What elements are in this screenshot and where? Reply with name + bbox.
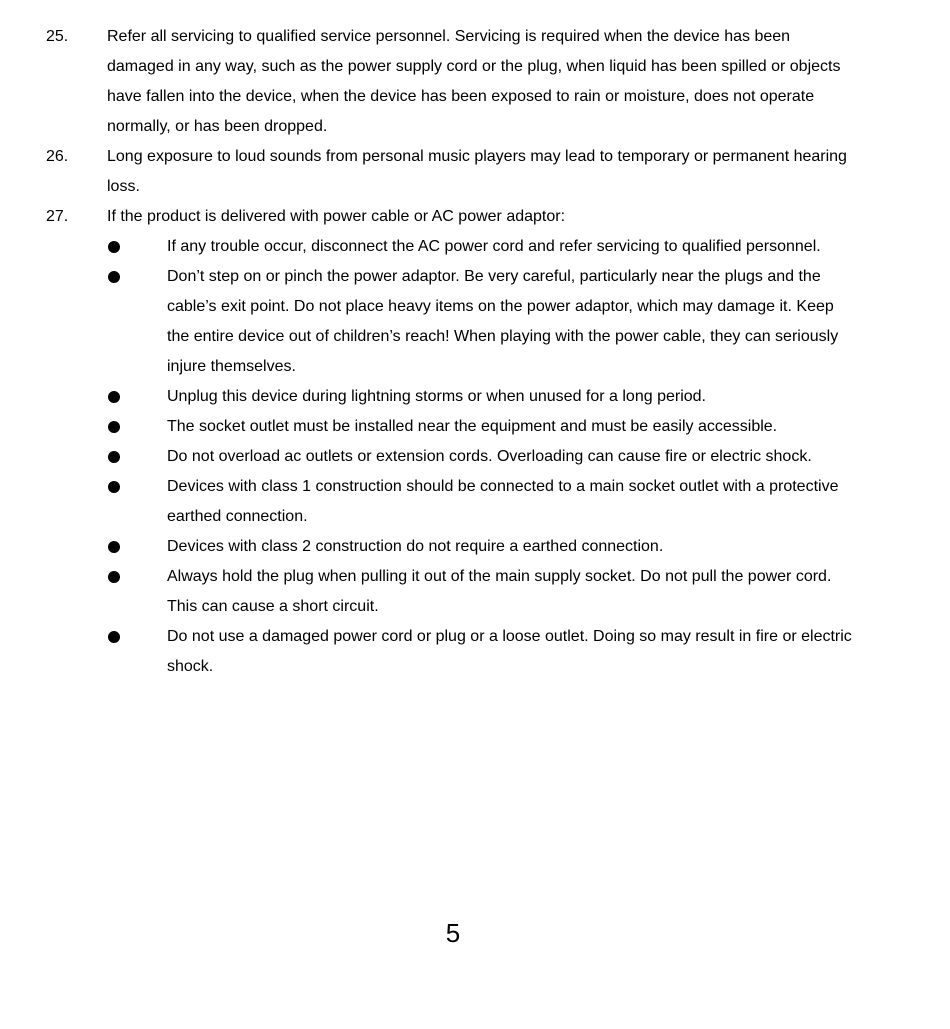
page-number: 5 bbox=[445, 918, 461, 948]
item-number: 26. bbox=[46, 148, 69, 165]
bullet-text: If any trouble occur, disconnect the AC power cord and refer servicing to qualified personnel. bbox=[167, 238, 821, 255]
numbered-item-25 bbox=[0, 22, 859, 142]
bullet-item bbox=[0, 412, 859, 442]
bullet-item bbox=[0, 562, 859, 622]
bullet-text: The socket outlet must be installed near the equipment and must be easily accessible. bbox=[167, 418, 778, 435]
bullet-text: Do not overload ac outlets or extension cords. Overloading can cause fire or electric shock. bbox=[167, 448, 812, 465]
bullet-dot-icon bbox=[108, 571, 120, 583]
bullet-dot-icon bbox=[108, 631, 120, 643]
bullet-text: Do not use a damaged power cord or plug or a loose outlet. Doing so may result in fire or electric shock. bbox=[167, 628, 852, 675]
bullet-item bbox=[0, 532, 859, 562]
bullet-dot-icon bbox=[108, 541, 120, 553]
item-text: Refer all servicing to qualified service personnel. Servicing is required when the device has been damaged in any way, such as the power supply cord or the plug, when liquid has been spilled or objects have fallen into the device, when the device has been exposed to rain or moisture, does not operate normally, or has been dropped. bbox=[107, 28, 841, 135]
item-number: 25. bbox=[46, 28, 69, 45]
bullet-item bbox=[0, 472, 859, 532]
numbered-item-27 bbox=[0, 202, 859, 232]
bullet-dot-icon bbox=[108, 241, 120, 253]
item-text: Long exposure to loud sounds from personal music players may lead to temporary or permanent hearing loss. bbox=[107, 148, 847, 195]
bullet-item bbox=[0, 622, 859, 682]
bullet-text: Unplug this device during lightning storms or when unused for a long period. bbox=[167, 388, 706, 405]
bullet-text: Devices with class 2 construction do not require a earthed connection. bbox=[167, 538, 664, 555]
bullet-item bbox=[0, 232, 859, 262]
bullet-dot-icon bbox=[108, 451, 120, 463]
numbered-item-26 bbox=[0, 142, 859, 202]
bullet-list bbox=[0, 232, 950, 682]
bullet-dot-icon bbox=[108, 481, 120, 493]
bullet-text: Devices with class 1 construction should be connected to a main socket outlet with a protective earthed connection. bbox=[167, 478, 839, 525]
item-number: 27. bbox=[46, 208, 69, 225]
bullet-dot-icon bbox=[108, 271, 120, 283]
document-page bbox=[0, 22, 950, 682]
bullet-text: Always hold the plug when pulling it out of the main supply socket. Do not pull the power cord. This can cause a short circuit. bbox=[167, 568, 832, 615]
bullet-item bbox=[0, 442, 859, 472]
item-text: If the product is delivered with power cable or AC power adaptor: bbox=[107, 208, 566, 225]
bullet-dot-icon bbox=[108, 421, 120, 433]
bullet-item bbox=[0, 262, 859, 382]
bullet-item bbox=[0, 382, 859, 412]
bullet-text: Don’t step on or pinch the power adaptor. Be very careful, particularly near the plugs and the cable’s exit point. Do not place heavy items on the power adaptor, which may damage it. Keep the entire device out of children’s reach! When playing with the power cable, they can seriously injure themselves. bbox=[167, 268, 839, 375]
bullet-dot-icon bbox=[108, 391, 120, 403]
